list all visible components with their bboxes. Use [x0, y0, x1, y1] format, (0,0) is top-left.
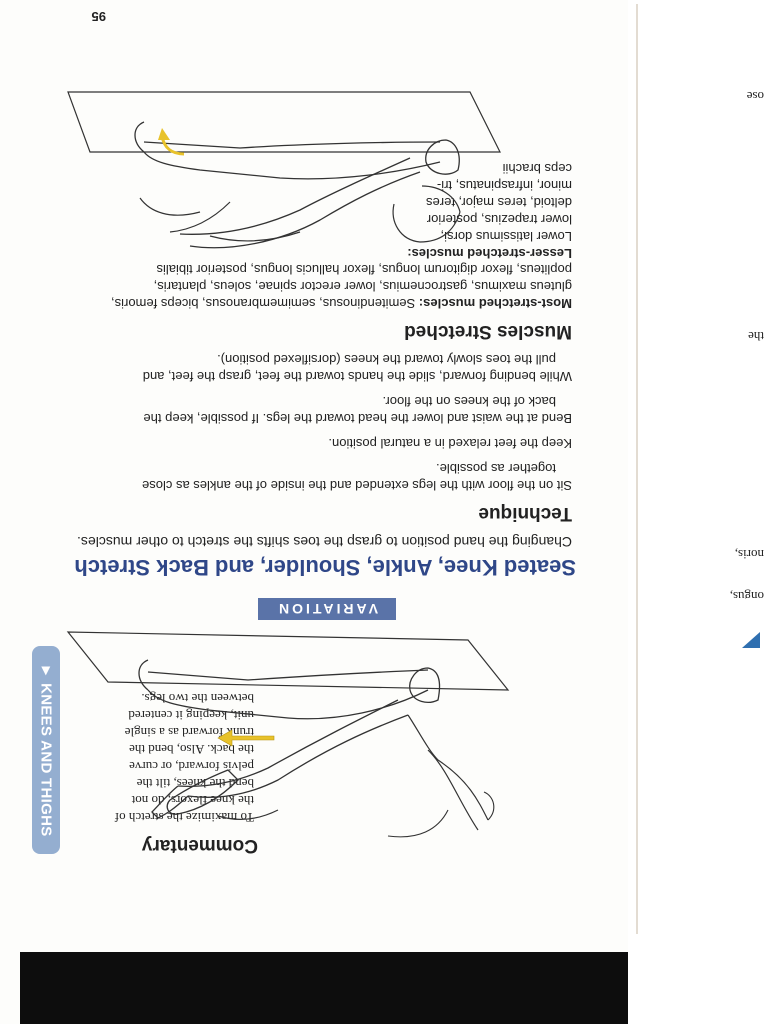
technique-step: Bend at the waist and lower the head toward the legs. If possible, keep the back of the knees on the floor. — [143, 394, 572, 426]
commentary-line: unit, keeping it centered — [128, 708, 254, 723]
triangle-tab-icon — [742, 632, 760, 648]
commentary-line: To maximize the stretch of — [114, 810, 254, 825]
margin-fragment: the — [748, 329, 764, 344]
lesser-stretched-text: Lesser-stretched muscles: Lower latissimus dorsi, lower trapezius, posterior deltoid, teres major, teres minor, infraspinatus, tri- ceps brachii — [407, 161, 572, 261]
commentary-line: the back. Also, bend the — [129, 742, 254, 757]
stretch-figure-variation — [60, 72, 500, 282]
stretch-figure-main — [68, 630, 508, 840]
page-number: 95 — [91, 9, 106, 24]
margin-fragment: noris, — [734, 547, 764, 562]
commentary-line: between the two legs. — [141, 691, 254, 706]
variation-subtitle: Changing the hand position to grasp the toes shifts the stretch to other muscles. — [77, 534, 572, 550]
technique-step: Sit on the floor with the legs extended and the inside of the ankles as close together as possible. — [142, 461, 572, 493]
commentary-heading: Commentary — [141, 835, 258, 856]
commentary-line: bend the knees, tilt the — [136, 776, 254, 791]
commentary-line: pelvis forward, or curve — [129, 759, 254, 774]
most-stretched-text: Most-stretched muscles: Semitendinosus, semimembranosus, biceps femoris, gluteus maximus, gastrocnemius, lower erector spinae, soleus, plantaris, popliteus, flexor digitorum longus, flexor hallucis longus, posterior tibialis — [111, 262, 572, 311]
margin-fragment: ose — [746, 89, 764, 104]
page-gutter — [636, 4, 638, 934]
section-tab-label: ► KNEES AND THIGHS — [37, 663, 55, 837]
technique-step: While bending forward, slide the hands toward the feet, grasp the feet, and pull the toes slowly toward the knees (dorsiflexed position). — [142, 352, 572, 384]
muscles-stretched-heading: Muscles Stretched — [404, 321, 572, 342]
adjacent-page-edge — [628, 0, 768, 1024]
technique-step: Keep the feet relaxed in a natural position. — [328, 436, 572, 451]
margin-fragment: ongus, — [729, 589, 764, 604]
variation-title: Seated Knee, Ankle, Shoulder, and Back Stretch — [74, 555, 576, 580]
motion-arrow-icon — [156, 128, 186, 158]
variation-badge: VARIATION — [258, 598, 396, 620]
commentary-line: trunk forward as a single — [124, 725, 254, 740]
motion-arrow-icon — [218, 730, 274, 746]
section-tab-knees-and-thighs — [32, 646, 60, 854]
technique-steps — [142, 351, 572, 494]
technique-heading: Technique — [478, 503, 572, 524]
commentary-line: the knee flexors, do not — [131, 793, 254, 808]
